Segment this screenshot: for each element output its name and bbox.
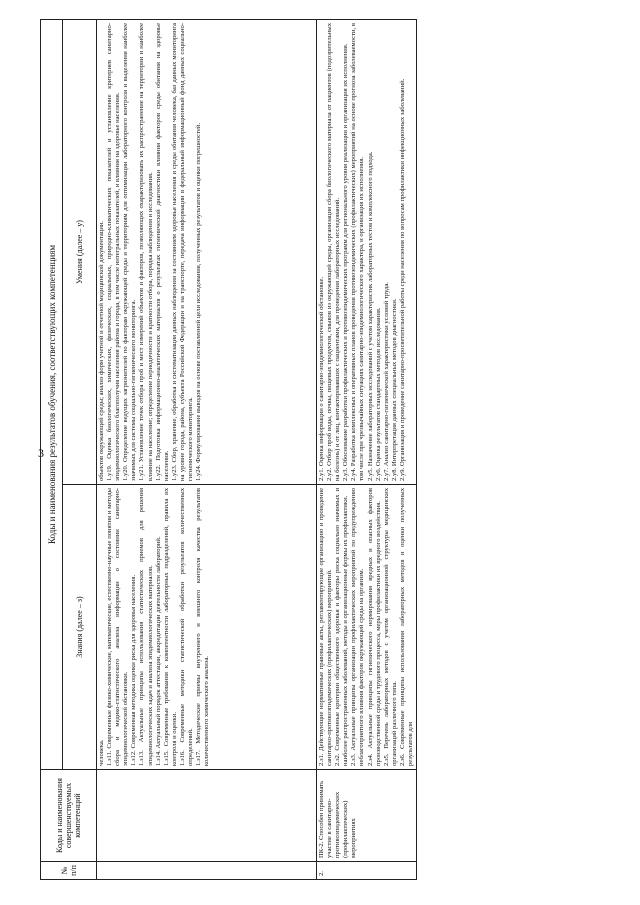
skill-item: 2.у4. Разработка комплексных и оперативных планов проведения противоэпидемических (профилактических) мероприятий на основе прогноза заболеваемости, в том числе при чрезвычайных ситуациях санитарно-эпидемиологического характера, и организация их исполнения. [350, 23, 366, 481]
knowledge-item: 2.з5. Перечень лабораторных методов с учетом организационной структуры медицинских организаций различного типа. [382, 488, 398, 766]
knowledge-item: 1.з15. Современные требования к компетентности лабораторных подразделений, правила их контроля и оценки. [162, 488, 178, 766]
header-results-group: Коды и наименования результатов обучения, соответствующих компетенциям [41, 20, 63, 770]
knowledge-item: 1.з13. Актуальные принципы использования статистических приемов для решения эпидемиологических задач и анализа эпидемиологических материалов. [138, 488, 154, 766]
knowledge-item: 2.з2. Современные критерии общественного здоровья и факторы риска социально значимых и наиболее распространенных заболеваний, методы и организационные формы их профилактики. [334, 488, 350, 766]
skill-item: объектов окружающей среды; анализ форм учетной и отчетной медицинской документации. [98, 220, 105, 481]
header-competency: Коды и наименования совершенствуемых компетенций [41, 770, 97, 862]
row2-number: 2. [317, 862, 417, 880]
header-number: № п/п [41, 862, 97, 880]
skill-item: 2.у3. Обоснование разработки профилактических и противоэпидемических программ для регионального уровня реализации и организация их исполнения. [342, 43, 350, 481]
table-header-row-1 [41, 20, 63, 880]
skill-item: 1.у20. Определение ведущих загрязнителей по факторам окружающей среды и территориям для оптимизации лабораторного контроля и выделения наиболее значимых для системы социально-гигиенического мониторинга. [122, 23, 138, 481]
row1-skills-cell [97, 20, 317, 485]
header-knowledge: Знания (далее – з) [63, 485, 97, 770]
table-header-row-2 [63, 20, 97, 880]
knowledge-item: 1.з12. Современная методика оценки риска для здоровья населения. [130, 574, 138, 766]
rotated-document-table [40, 20, 616, 880]
row1-knowledge-cell [97, 485, 317, 770]
page-number: 3 [38, 446, 44, 460]
knowledge-item: человека. [98, 739, 105, 766]
skill-item: 1.у24. Формулирование выводов на основе поставленной цели исследования, полученных результатов и оценки погрешностей. [195, 122, 203, 481]
knowledge-item: 2.з3. Актуальные принципы организации профилактических мероприятий по предупреждению неблагоприятного влияния факторов окружающей среды на организм. [350, 488, 366, 766]
skill-item: 2.у5. Назначение лабораторных исследований с учетом характеристик лабораторных тестов и комплексного подхода. [366, 151, 374, 481]
knowledge-item: 2.з4. Актуальные принципы гигиенического нормирования вредных и опасных факторов производственной среды и трудового процесса, меры профилактики их вредного воздействия. [366, 488, 382, 766]
knowledge-item: 1.з16. Современные методики статистической обработки результатов количественных определений. [178, 488, 195, 766]
skill-item: 2.у6. Оценка результатов стандартных методов исследования. [374, 307, 382, 481]
competency-table [40, 19, 417, 880]
skill-item: 2.у2. Отбор проб воды, почвы, пищевых продуктов, смывов из окружающей среды, организация сбора биологического материала от пациентов (подозрительных на болезнь) и от лиц, контактировавших с пациентами, для проведения лабораторных исследований. [326, 23, 342, 481]
row2-skills-cell [317, 20, 417, 485]
knowledge-item: 2.з6. Современные принципы использования лабораторных методов и оценки полученных результатов для [398, 488, 415, 766]
skill-item: 1.у22. Подготовка информационно-аналитических материалов о результатах гигиенической диагностики влияния факторов среды обитания на здоровье населения. [154, 23, 170, 481]
knowledge-item: 2.з1. Действующие нормативные правовые акты, регламентирующие организацию и проведение санитарно-противоэпидемических (профилактических) мероприятий. [318, 488, 334, 766]
row2-knowledge-cell [317, 485, 417, 770]
skill-item: 2.у1. Оценка информации о санитарно-эпидемиологической обстановке. [318, 276, 325, 481]
table-row [317, 20, 417, 880]
skill-item: 1.у21. Установление точек отбора проб и мест измерений объектов и факторов, позволяющих охарактеризовать их распространение на территории и наиболее влияние на население; определение периодичности и кратности отбора, порядка наблюдения и исследования. [138, 23, 154, 481]
skill-item: 1.у19. Оценка биологических, химических, физических, социальных, природно-климатических показателей и установление критериев санитарно-эпидемиологического благополучия населения района и города, в том числе интегральных показателей, и влияния на здоровье населения. [106, 23, 122, 481]
knowledge-item: 1.з11. Современные физико-химические, математические, естественно-научные понятия и методы сбора и медико-статистического анализа информации о состоянии санитарно-эпидемиологической обстановки. [106, 488, 130, 766]
table-row [97, 20, 317, 880]
skill-item: 2.у8. Интерпретация данных специальных методов диагностики. [390, 298, 398, 481]
row2-competency: ПК-2. Способен принимать участие в санитарно-противоэпидемических (профилактических) мероприятиях [317, 770, 417, 862]
header-skills: Умения (далее – у) [63, 20, 97, 485]
skill-item: 2.у9. Организация и проведение санитарно-просветительной работы среди населения по вопросам профилактики инфекционных заболеваний. [398, 78, 406, 481]
row1-competency [97, 770, 317, 862]
skill-item: 2.у7. Анализ санитарно-гигиенической характеристики условий труда. [382, 282, 390, 481]
skill-item: 1.у23. Сбор, хранение, обработка и систематизация данных наблюдения за состоянием здоровья населения и среды обитания человека, баз данных мониторинга на уровне города, района, субъекта Российской Федерации и на транспорте, передача информации в федеральный информационный фонд данных социально-гигиенического мониторинга. [170, 23, 195, 481]
knowledge-item: 1.з14. Актуальный порядок аттестации, аккредитации деятельности лабораторий. [154, 536, 162, 766]
row1-number [97, 862, 317, 880]
knowledge-item: 1.з17. Методические приемы внутреннего и внешнего контроля качества результатов количественного химического анализа. [195, 488, 211, 766]
